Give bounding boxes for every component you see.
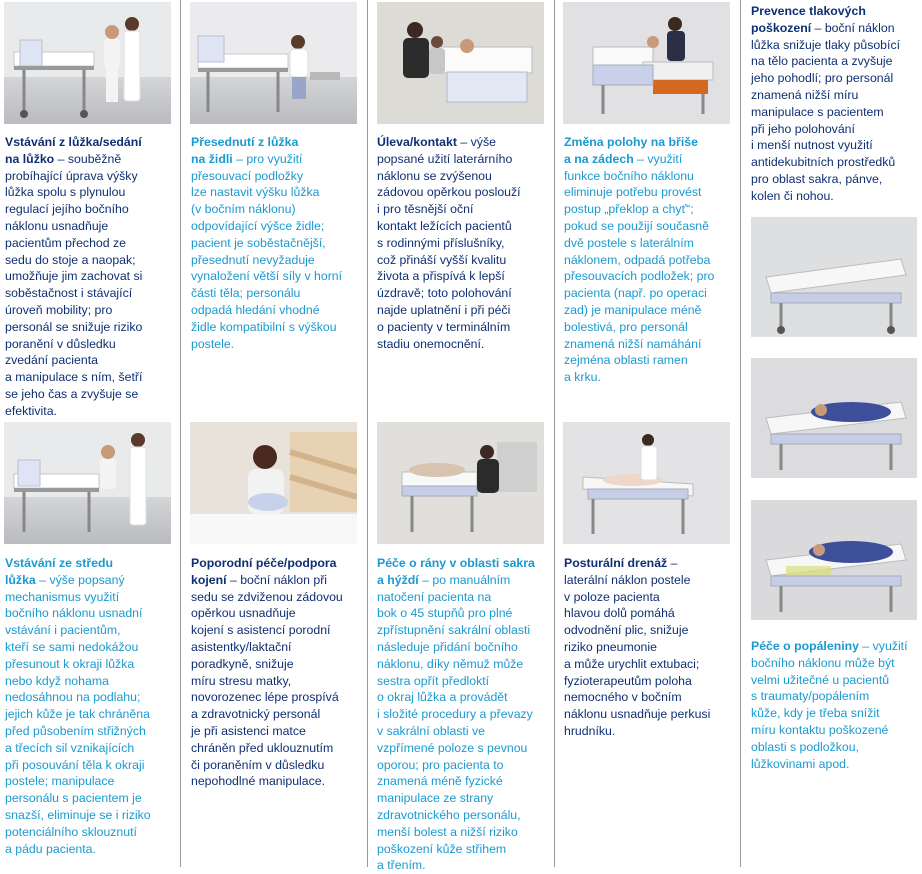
block-body: – pro využití přesouvací podložky lze nastavit výšku lůžka (v bočním náklonu) odpovídající výšce židle; pacient je soběstačnější, přesednutí nevyžaduje vynaložení větší síly v horní části těla; personálu odpadá hledání vhodné židle kompatibilní s výškou postele. <box>191 151 343 351</box>
text-block-wound-care <box>377 555 549 874</box>
photo-bed-to-chair <box>190 2 357 124</box>
block-body: – souběžně probíhající úprava výšky lůžka spolu s plynulou regulací jejího bočního náklonu usnadňuje pacientům přechod ze sedu do stoje a naopak; umožňuje jim zachovat si soběstačnost i stávající úroveň mobility; pro personál se snižuje riziko poranění v důsledku zvedání pacienta a manipulace s ním, šetří se jeho čas a zvyšuje se efektivita. <box>5 151 143 418</box>
text-block-breastfeeding <box>191 555 363 790</box>
photo-wound-care <box>377 422 544 544</box>
column-divider <box>554 0 555 867</box>
column-divider <box>367 0 368 867</box>
block-body: – využití bočního náklonu může být velmi užitečné u pacientů s traumaty/popálením kůže, kdy je třeba snížit míru kontaktu poškozené oblasti s podložkou, lůžkovinami apod. <box>751 639 908 771</box>
block-heading: Změna polohy na břiše a na zádech <box>564 135 698 166</box>
photo-repositioning <box>563 2 730 124</box>
block-heading: Vstávání ze středu lůžka <box>5 556 113 587</box>
block-heading: Poporodní péče/podpora kojení <box>191 556 337 587</box>
text-block-repositioning <box>564 134 736 386</box>
photo-getting-up-middle <box>4 422 171 544</box>
block-heading: Péče o rány v oblasti sakra a hýždí <box>377 556 535 587</box>
photo-pressure-patient <box>751 358 917 478</box>
column-divider <box>740 0 741 867</box>
block-body: – boční náklon lůžka snižuje tlaky působící na tělo pacienta a zvyšuje jeho pohodlí; pro personál znamená nižší míru manipulace s pacientem při jeho polohování i menší nutnost využití antidekubitních prostředků pro oblast sakra, pánve, kolen či nohou. <box>751 20 901 203</box>
block-heading: Vstávání z lůžka/sedání na lůžko <box>5 135 142 166</box>
text-block-pressure-prevention <box>751 3 921 205</box>
photo-relief-contact <box>377 2 544 124</box>
text-block-bed-to-chair <box>191 134 363 352</box>
block-body: – boční náklon při sedu se zdviženou zádovou opěrkou usnadňuje kojení s asistencí porodní asistentky/laktační poradkyně, snižuje míru stresu matky, novorozenec lépe prospívá a zdravotnický personál je při asistenci matce chráněn před uklouznutím či poraněním v důsledku nepohodlné manipulace. <box>191 572 343 789</box>
block-body: – laterální náklon postele v poloze pacienta hlavou dolů pomáhá odvodnění plic, snižuje riziko pneumonie a může urychlit extubaci; fyzioterapeutům poloha nemocného v bočním náklonu usnadňuje perkusi hrudníku. <box>564 556 711 738</box>
photo-breastfeeding <box>190 422 357 544</box>
block-heading: Péče o popáleniny <box>751 639 859 653</box>
block-body: – po manuálním natočení pacienta na bok o 45 stupňů pro plné zpřístupnění sakrální oblasti následuje přidání bočního náklonu, díky němuž může sestra opřít předloktí o okraj lůžka a provádět i složité procedury a převazy v sakrální oblasti ve vzpřímené poloze s pevnou oporou; pro pacienta to znamená méně fyzické manipulace ze strany zdravotnického personálu, menší bolest a nižší riziko poškození kůže střihem a třením. <box>377 572 533 873</box>
block-heading: Prevence tlakových poškození <box>751 4 866 35</box>
text-block-getting-up-middle <box>5 555 177 857</box>
text-block-relief-contact <box>377 134 549 352</box>
block-body: – využití funkce bočního náklonu eliminuje potřebu provést postup „překlop a chyť“; pokud se použijí současně dvě postele s laterálním náklonem, odpadá potřeba přesouvacích podložek; pro pacienta (např. po operaci zad) je manipulace méně bolestivá, pro personál znamená nižší namáhání zejména oblasti ramen a krku. <box>564 151 715 385</box>
text-block-getting-up <box>5 134 177 420</box>
photo-pressure-empty-bed <box>751 217 917 337</box>
block-body: – výše popsané užití laterárního náklonu se zvýšenou zádovou opěrkou poslouží i pro těsnější oční kontakt ležících pacientů s rodinnými příslušníky, což přináší vyšší kvalitu života a přispívá k lepší úzdravě; toto polohování najde uplatnění i při péči o pacienty v terminálním stadiu onemocnění. <box>377 135 521 351</box>
text-block-postural-drainage <box>564 555 736 740</box>
text-block-burns <box>751 638 921 772</box>
photo-getting-up <box>4 2 171 124</box>
photo-burns-patient <box>751 500 917 620</box>
block-body: – výše popsaný mechanismus využití bočního náklonu usnadní vstávání i pacientům, kteří se sami nedokážou přesunout k okraji lůžka nebo když nohama nedosáhnou na podlahu; jejich kůže je tak chráněna před působením střižných a třecích sil vznikajících při posouvání těla k okraji postele; manipulace personálu s pacientem je snazší, eliminuje se i riziko potenciálního sklouznutí a pádu pacienta. <box>5 572 151 856</box>
photo-postural-drainage <box>563 422 730 544</box>
block-heading: Úleva/kontakt <box>377 135 457 149</box>
block-heading: Posturální drenáž <box>564 556 668 570</box>
column-divider <box>180 0 181 867</box>
block-heading: Přesednutí z lůžka na židli <box>191 135 299 166</box>
